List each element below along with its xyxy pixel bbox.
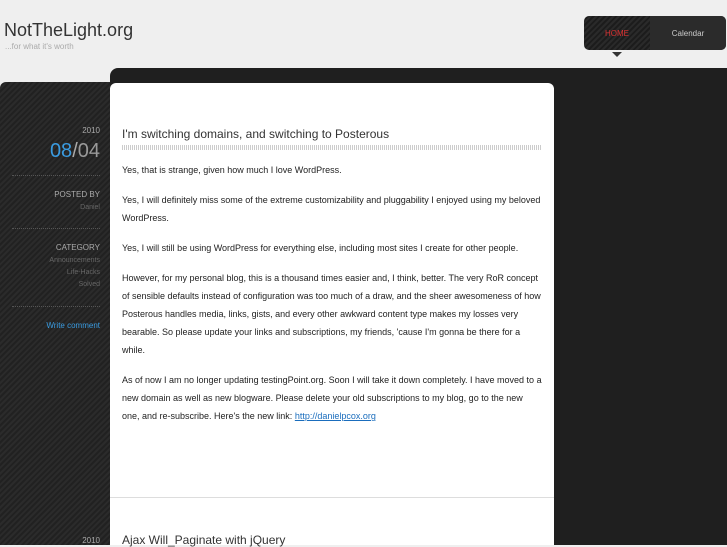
post-paragraph-text: As of now I am no longer updating testingPoint.org. Soon I will take it down completely. I have moved to a new domain as well as new blogware. Please delete your old subscriptions to my blog, go to the new one, and re-subscribe. Here's the new link: (122, 375, 542, 421)
post-paragraph: Yes, that is strange, given how much I love WordPress. (122, 165, 342, 175)
site-title[interactable]: NotTheLight.org (4, 20, 134, 40)
title-underline (122, 145, 542, 150)
category-label: CATEGORY (55, 243, 100, 252)
next-post-date-year: 2010 (82, 536, 100, 545)
nav-item-home[interactable]: HOME (605, 28, 629, 38)
post-paragraph: Yes, I will still be using WordPress for everything else, including most sites I create for other people. (122, 243, 519, 253)
site-tagline: ...for what it's worth (5, 42, 74, 51)
post-card (110, 83, 554, 545)
post-date-month: 08 (49, 140, 73, 162)
nav-active-indicator (612, 52, 622, 57)
post-author[interactable]: Daniel (80, 204, 100, 211)
post-paragraph: Yes, I will definitely miss some of the extreme customizability and pluggability I enjoyed using my beloved WordPress. (122, 195, 541, 223)
nav-item-calendar[interactable]: Calendar (650, 16, 726, 50)
category-solved[interactable]: Solved (78, 281, 100, 288)
post-date-year: 2010 (82, 126, 100, 135)
category-life-hacks[interactable]: Life-Hacks (66, 269, 100, 276)
post-paragraph-last (122, 371, 542, 425)
post-paragraph: However, for my personal blog, this is a thousand times easier and, I think, better. The very RoR concept of sensible defaults instead of configuration was too much of a draw, and the sheer awesomeness of how Posterous handles media, links, gists, and every other awkward content type makes my losses very bearable. So please update your links and subscriptions, my friends, 'cause I'm gonna be there for a while. (122, 273, 541, 355)
meta-divider (12, 175, 100, 176)
post-date (0, 140, 100, 163)
meta-divider (12, 306, 100, 307)
main-nav (584, 16, 726, 50)
category-announcements[interactable]: Announcements (49, 257, 100, 264)
next-post-title[interactable]: Ajax Will_Paginate with jQuery (122, 533, 286, 547)
date-separator: / (72, 140, 78, 162)
posted-by-label: POSTED BY (54, 190, 100, 199)
meta-divider (12, 228, 100, 229)
write-comment-link[interactable]: Write comment (46, 321, 100, 330)
post-body (122, 161, 542, 437)
new-site-link[interactable]: http://danielpcox.org (294, 411, 376, 421)
post-divider (110, 497, 554, 498)
post-date-day: 04 (77, 140, 100, 162)
post-title[interactable]: I'm switching domains, and switching to Posterous (122, 127, 390, 141)
